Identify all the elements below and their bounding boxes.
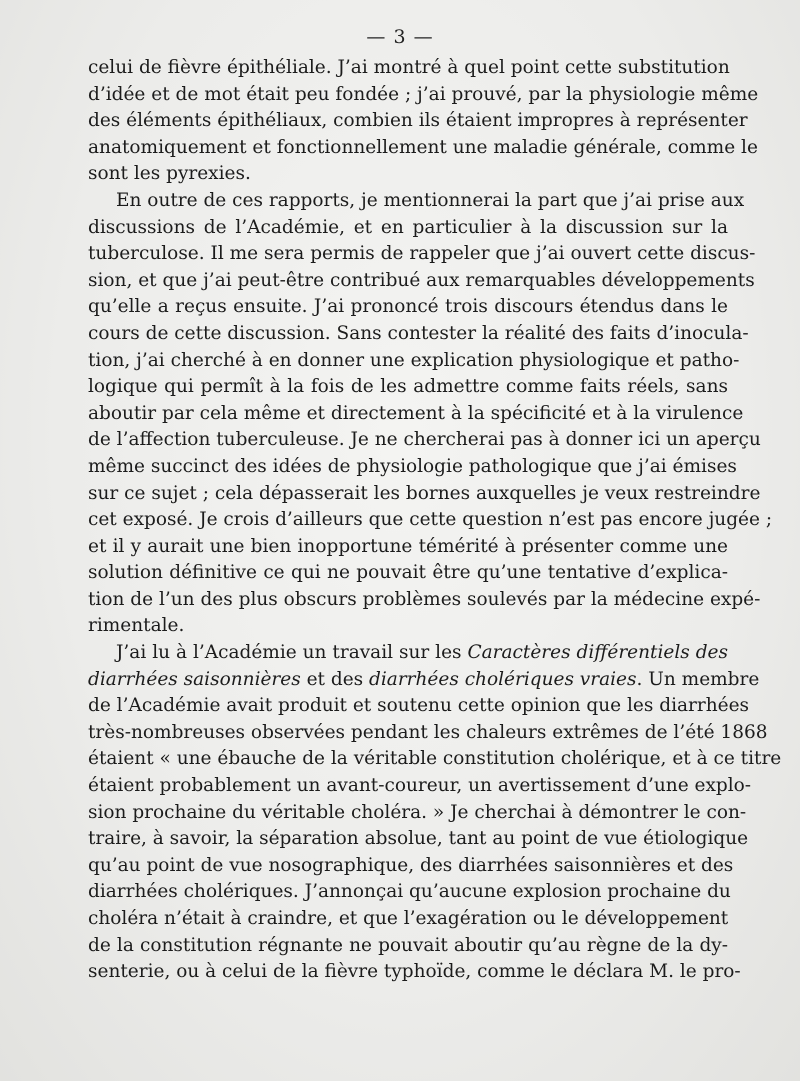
- text-line: logique qui permît à la fois de les admettre comme faits réels, sans: [88, 376, 728, 398]
- text-line: étaient probablement un avant-coureur, un avertissement d’une explo-: [88, 775, 752, 797]
- text-line: sion prochaine du véritable choléra. » Je cherchai à démontrer le con-: [88, 801, 747, 823]
- text-line: solution définitive ce qui ne pouvait être qu’une tentative d’explica-: [88, 562, 728, 584]
- text-line: de l’affection tuberculeuse. Je ne chercherai pas à donner ici un aperçu: [88, 429, 761, 451]
- text-line: de la constitution régnante ne pouvait aboutir qu’au règne de la dy-: [88, 934, 728, 956]
- page-number: — 3 —: [366, 26, 434, 48]
- text-line: qu’au point de vue nosographique, des diarrhées saisonnières et des: [88, 854, 734, 876]
- text-line: tion, j’ai cherché à en donner une explication physiologique et patho-: [88, 349, 740, 371]
- text-line: sion, et que j’ai peut-être contribué aux remarquables développements: [88, 269, 755, 291]
- text-line: cours de cette discussion. Sans contester la réalité des faits d’inocula-: [88, 322, 749, 344]
- text-line: cet exposé. Je crois d’ailleurs que cette question n’est pas encore jugée ;: [88, 509, 773, 531]
- text-line: traire, à savoir, la séparation absolue, tant au point de vue étiologique: [88, 828, 749, 850]
- text-line: En outre de ces rapports, je mentionnerai la part que j’ai prise aux: [116, 189, 745, 211]
- italic-text: diarrhées cholériques vraies: [369, 668, 637, 690]
- text-line: qu’elle a reçus ensuite. J’ai prononcé trois discours étendus dans le: [88, 296, 728, 318]
- text-line: très-nombreuses observées pendant les chaleurs extrêmes de l’été 1868: [88, 721, 768, 743]
- text-span: et des: [300, 668, 370, 690]
- text-line: de l’Académie avait produit et soutenu cette opinion que les diarrhées: [88, 695, 750, 717]
- text-line: diarrhées cholériques. J’annonçai qu’aucune explosion prochaine du: [88, 881, 731, 903]
- text-line: discussions de l’Académie, et en particulier à la discussion sur la: [88, 216, 728, 238]
- italic-text: diarrhées saisonnières: [88, 668, 301, 690]
- text-span: J’ai lu à l’Académie un travail sur les: [116, 642, 468, 664]
- text-line: sur ce sujet ; cela dépasserait les bornes auxquelles je veux restreindre: [88, 482, 761, 504]
- paragraph: [88, 640, 782, 986]
- text-line: tion de l’un des plus obscurs problèmes soulevés par la médecine expé-: [88, 588, 761, 610]
- text-line: tuberculose. Il me sera permis de rappeler que j’ai ouvert cette discus-: [88, 243, 756, 265]
- text-line: celui de fièvre épithéliale. J’ai montré à quel point cette substitution: [88, 57, 730, 78]
- text-line: d’idée et de mot était peu fondée ; j’ai prouvé, par la physiologie même: [88, 83, 759, 105]
- text-line: des éléments épithéliaux, combien ils étaient impropres à représenter: [88, 110, 748, 132]
- text-line: [88, 640, 728, 667]
- text-line: rimentale.: [88, 615, 185, 637]
- text-line: senterie, ou à celui de la fièvre typhoïde, comme le déclara M. le pro-: [88, 961, 741, 983]
- text-line: et il y aurait une bien inopportune témérité à présenter comme une: [88, 535, 728, 557]
- text-line: anatomiquement et fonctionnellement une maladie générale, comme le: [88, 136, 758, 158]
- body-text: [88, 55, 782, 986]
- paragraph: [88, 188, 773, 640]
- text-line: étaient « une ébauche de la véritable constitution cholérique, et à ce titre: [88, 748, 782, 770]
- text-line: [88, 667, 760, 694]
- italic-text: Caractères différentiels des: [467, 642, 728, 664]
- text-line: même succinct des idées de physiologie pathologique que j’ai émises: [88, 455, 737, 477]
- text-line: aboutir par cela même et directement à la spécificité et à la virulence: [88, 402, 744, 424]
- text-line: choléra n’était à craindre, et que l’exagération ou le développement: [88, 908, 729, 929]
- paragraph: [88, 55, 759, 188]
- text-line: sont les pyrexies.: [88, 163, 251, 185]
- text-span: . Un membre: [636, 668, 760, 690]
